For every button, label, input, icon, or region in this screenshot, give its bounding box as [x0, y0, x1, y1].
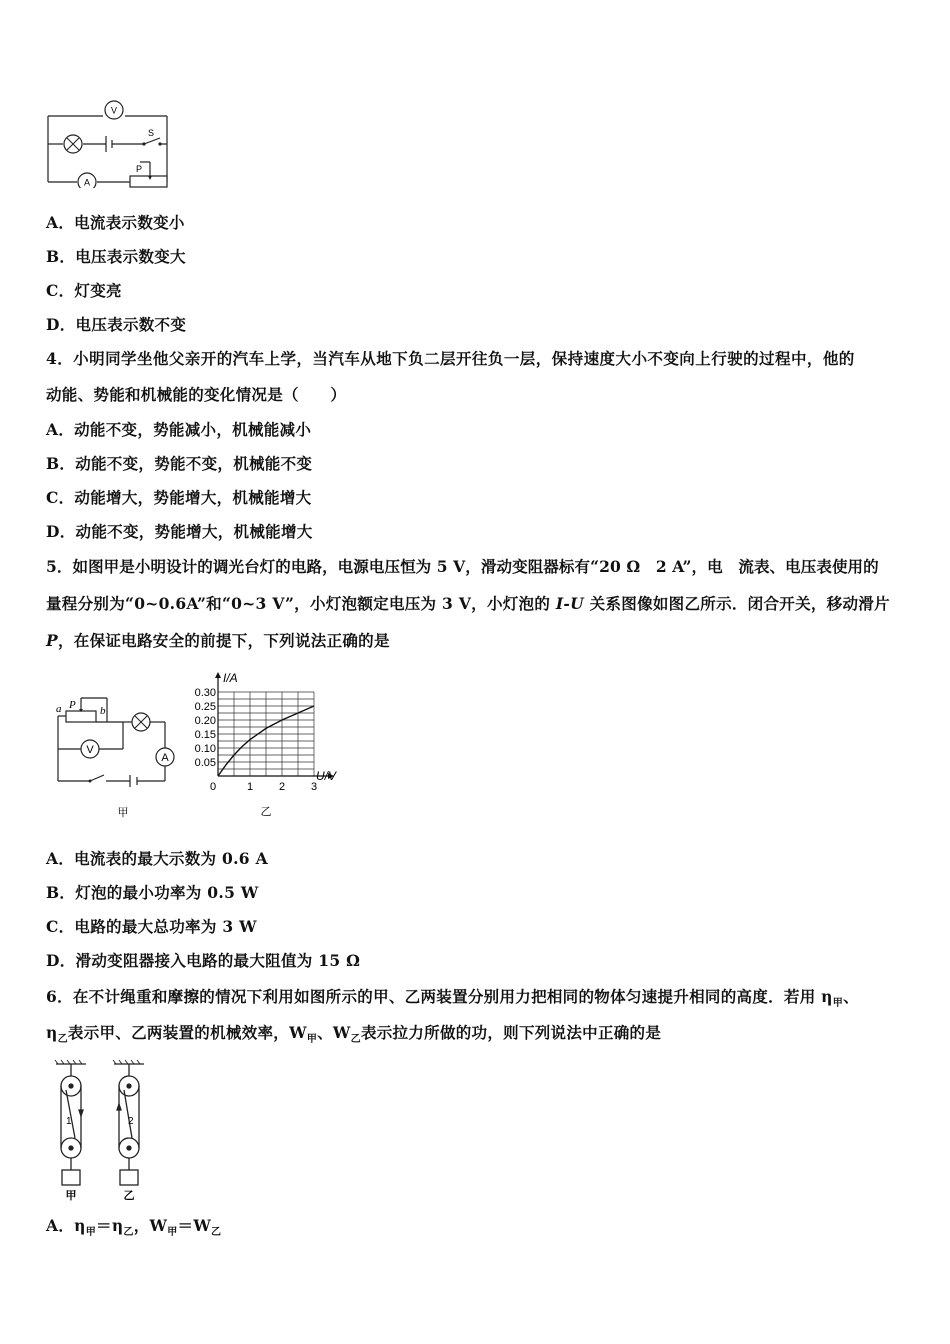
- q5-option-d: D．滑动变阻器接入电路的最大阻值为 15 Ω: [46, 951, 361, 970]
- q6-stem-text: 、W: [317, 1023, 351, 1042]
- subscript-jia: 甲: [306, 1034, 318, 1046]
- q5-option-c: C．电路的最大总功率为 3 W: [46, 917, 257, 936]
- q4-option-a: A．动能不变，势能减小，机械能减小: [46, 420, 312, 439]
- subscript-yi: 乙: [211, 1227, 222, 1239]
- q5-option-a: A．电流表的最大示数为 0.6 A: [46, 849, 268, 868]
- rope-label-1: 1: [66, 1116, 72, 1127]
- x-tick-label: 0: [209, 781, 217, 793]
- q3-option-a: A．电流表示数变小: [46, 213, 185, 232]
- figure-caption-yi: 乙: [123, 1189, 135, 1202]
- y-tick-label: 0.25: [194, 701, 216, 713]
- y-tick-label: 0.20: [194, 715, 216, 727]
- ammeter-label: A: [161, 752, 169, 764]
- q6-stem-text: 6．在不计绳重和摩擦的情况下利用如图所示的甲、乙两装置分别用力把相同的物体匀速提升相同的高度．若用 η: [46, 987, 833, 1006]
- q5-option-b: B．灯泡的最小功率为 0.5 W: [46, 883, 259, 902]
- voltmeter-label: V: [110, 105, 118, 116]
- q3-option-c: C．灯变亮: [46, 281, 122, 300]
- y-axis-arrow: [215, 672, 221, 678]
- subscript-yi: 乙: [123, 1227, 134, 1239]
- q6-option-text: ＝η: [96, 1216, 124, 1235]
- q5-stem-line-3: [46, 629, 390, 651]
- q4-option-c: C．动能增大，势能增大，机械能增大: [46, 488, 312, 507]
- eta-symbol: η: [46, 1023, 58, 1042]
- slider-p-label: P: [69, 699, 76, 711]
- terminal-b-label: b: [100, 705, 106, 717]
- q5-iu-symbol: I-U: [555, 594, 584, 613]
- x-tick-label: 3: [310, 781, 318, 793]
- q5-stem-text: ，在保证电路安全的前提下，下列说法正确的是: [57, 631, 390, 650]
- terminal-a-label: a: [56, 703, 62, 715]
- chart-grid: [218, 692, 314, 776]
- q4-option-d: D．动能不变，势能增大，机械能增大: [46, 522, 313, 541]
- q6-stem-line-1: [46, 985, 859, 1009]
- q6-option-text: ＝W: [177, 1216, 212, 1235]
- rope-label-2: 2: [128, 1116, 134, 1127]
- figure-caption-jia: 甲: [65, 1189, 77, 1202]
- x-axis-label: U/V: [316, 769, 337, 783]
- figure-caption-yi: 乙: [260, 805, 272, 818]
- voltmeter-label: V: [86, 744, 94, 756]
- subscript-jia: 甲: [832, 998, 844, 1010]
- q3-option-d: D．电压表示数不变: [46, 315, 187, 334]
- y-tick-label: 0.15: [194, 729, 216, 741]
- q6-option-text: A．η: [46, 1216, 86, 1235]
- y-tick-label: 0.05: [194, 757, 216, 769]
- ammeter-label: A: [83, 177, 91, 188]
- y-axis-label: I/A: [223, 671, 238, 685]
- x-tick-label: 1: [246, 781, 254, 793]
- q5-stem-text: 量程分别为“0~0.6A”和“0~3 V”，小灯泡额定电压为 3 V，小灯泡的: [46, 594, 556, 613]
- q5-iu-chart: [186, 668, 356, 820]
- x-tick-label: 2: [278, 781, 286, 793]
- q6-stem-line-2: [46, 1021, 661, 1045]
- q6-option-a: [46, 1214, 221, 1238]
- subscript-yi: 乙: [350, 1034, 361, 1046]
- q3-circuit-figure: [44, 96, 174, 188]
- q3-option-b: B．电压表示数变大: [46, 247, 186, 266]
- q5-stem-line-2: [46, 592, 890, 614]
- q6-stem-text: 表示甲、乙两装置的机械效率，W: [67, 1023, 307, 1042]
- y-tick-label: 0.30: [194, 687, 216, 699]
- q5-stem-text: 关系图像如图乙所示．闭合开关，移动滑片: [583, 594, 890, 613]
- figure-caption-jia: 甲: [117, 806, 129, 819]
- q6-stem-text: 、: [843, 987, 859, 1006]
- q5-stem-line-1: 5．如图甲是小明设计的调光台灯的电路，电源电压恒为 5 V，滑动变阻器标有“20 Ω 2 A”，电 流表、电压表使用的: [46, 557, 879, 576]
- chart-axes: [215, 672, 334, 779]
- q4-stem-line-1: 4．小明同学坐他父亲开的汽车上学，当汽车从地下负二层开往负一层，保持速度大小不变向上行驶的过程中，他的: [46, 349, 855, 368]
- q4-stem-line-2: 动能、势能和机械能的变化情况是（ ）: [46, 385, 347, 404]
- slider-label: P: [136, 164, 143, 174]
- subscript-jia: 甲: [85, 1227, 97, 1239]
- q4-option-b: B．动能不变，势能不变，机械能不变: [46, 454, 313, 473]
- q5-circuit-figure-jia: [50, 695, 185, 820]
- y-tick-label: 0.10: [194, 743, 216, 755]
- switch-label: S: [148, 128, 155, 138]
- q6-option-text: ，W: [133, 1216, 168, 1235]
- subscript-jia: 甲: [167, 1227, 178, 1239]
- q5-p-symbol: P: [46, 631, 58, 650]
- subscript-yi: 乙: [57, 1034, 68, 1046]
- chart-ticks: [195, 687, 317, 793]
- q6-stem-text: 表示拉力所做的功，则下列说法中正确的是: [360, 1023, 662, 1042]
- q6-pulley-figure: [44, 1058, 154, 1204]
